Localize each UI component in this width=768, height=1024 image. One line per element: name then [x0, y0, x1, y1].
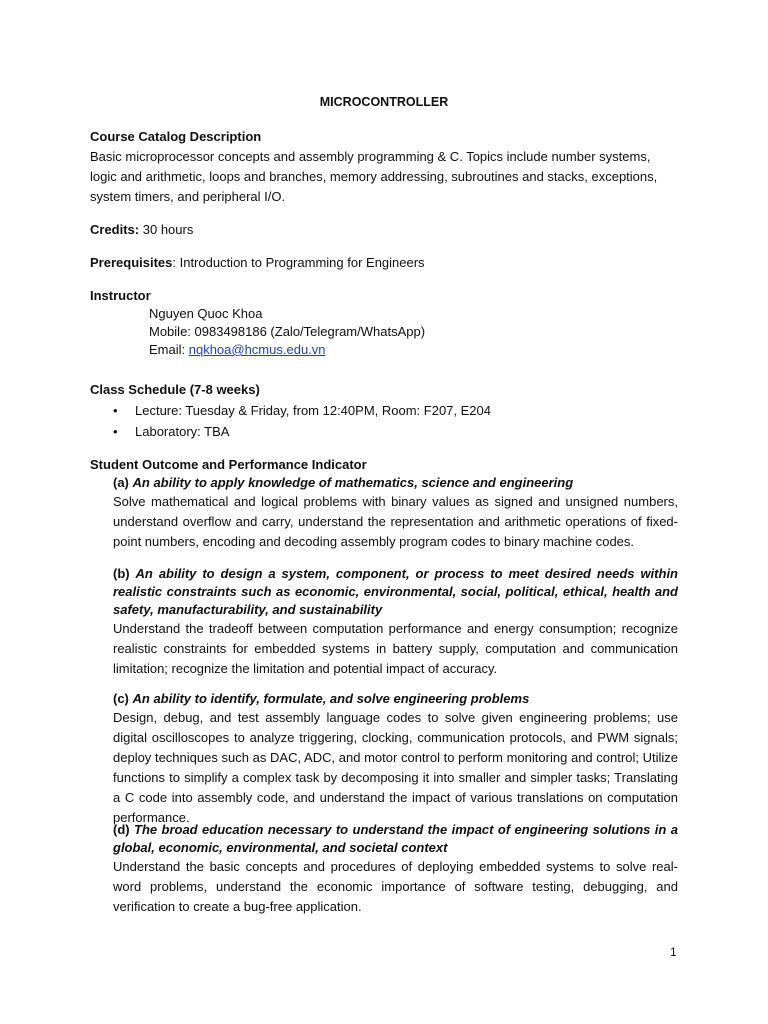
outcome-c — [113, 690, 678, 828]
bullet-icon: • — [113, 424, 118, 439]
catalog-text: Basic microprocessor concepts and assembly programming & C. Topics include number systems, logic and arithmetic, loops and branches, memory addressing, subroutines and stacks, exceptions, system timers, and peripheral I/O. — [90, 149, 658, 204]
outcome-c-prefix: (c) — [113, 691, 133, 706]
catalog-section — [90, 127, 680, 207]
prereq-line — [90, 253, 680, 273]
outcome-c-title: An ability to identify, formulate, and solve engineering problems — [132, 691, 530, 706]
outcome-a-title: An ability to apply knowledge of mathematics, science and engineering — [132, 475, 574, 490]
prereq-label: Prerequisites — [90, 255, 173, 270]
outcome-b-text: Understand the tradeoff between computation performance and energy consumption; recognize realistic constraints for embedded systems in battery supply, computation and communication limitation; recognize the limitation and potential impact of accuracy. — [113, 621, 678, 676]
outcome-b — [113, 565, 678, 679]
page-number: 1 — [670, 945, 677, 959]
outcome-c-text: Design, debug, and test assembly language codes to solve given engineering problems; use digital oscilloscopes to analyze triggering, clocking, communication protocols, and PWM signals; deploy techniques such as DAC, ADC, and motor control to perform monitoring and control; Utilize functions to simplify a complex task by decomposing it into smaller and simpler tasks; Translating a C code into assembly code, and understand the impact of various translations on computation performance. — [113, 710, 678, 825]
page-title: MICROCONTROLLER — [319, 95, 449, 109]
outcomes-heading: Student Outcome and Performance Indicator — [90, 457, 367, 472]
outcome-a-prefix: (a) — [113, 475, 133, 490]
outcome-b-prefix: (b) — [113, 566, 136, 581]
outcome-d-text: Understand the basic concepts and procedures of deploying embedded systems to solve real-word problems, understand the economic importance of software testing, debugging, and verification to create a bug-free application. — [113, 859, 678, 914]
bullet-icon: • — [113, 403, 118, 418]
outcome-d-title: The broad education necessary to understand the impact of engineering solutions in a global, economic, environmental, and societal context — [113, 822, 678, 855]
email-label: Email: — [149, 342, 189, 357]
credits-label: Credits: — [90, 222, 140, 237]
outcome-d-prefix: (d) — [113, 822, 134, 837]
schedule-heading: Class Schedule (7-8 weeks) — [90, 382, 260, 397]
schedule-item-lecture: Lecture: Tuesday & Friday, from 12:40PM, Room: F207, E204 — [135, 403, 491, 418]
email-link[interactable]: nqkhoa@hcmus.edu.vn — [188, 342, 326, 357]
instructor-mobile: Mobile: 0983498186 (Zalo/Telegram/WhatsApp) — [149, 324, 426, 339]
schedule-item-lab: Laboratory: TBA — [135, 424, 230, 439]
catalog-heading: Course Catalog Description — [90, 129, 262, 144]
outcome-a-text: Solve mathematical and logical problems with binary values as signed and unsigned numbers, understand overflow and carry, understand the representation and arithmetic operations of fixed-point numbers, encoding and decoding assembly program codes to binary machine codes. — [113, 494, 678, 549]
outcome-a — [113, 474, 678, 552]
credits-line — [90, 220, 680, 240]
credits-value: 30 hours — [142, 222, 194, 237]
outcome-d — [113, 821, 678, 917]
prereq-value: : Introduction to Programming for Engineers — [172, 255, 425, 270]
instructor-email-line — [149, 341, 326, 359]
instructor-heading: Instructor — [90, 288, 151, 303]
instructor-name: Nguyen Quoc Khoa — [149, 306, 263, 321]
outcome-b-title: An ability to design a system, component, or process to meet desired needs within realistic constraints such as economic, environmental, social, political, ethical, health and safety, manufacturability, and sustainability — [113, 566, 678, 617]
